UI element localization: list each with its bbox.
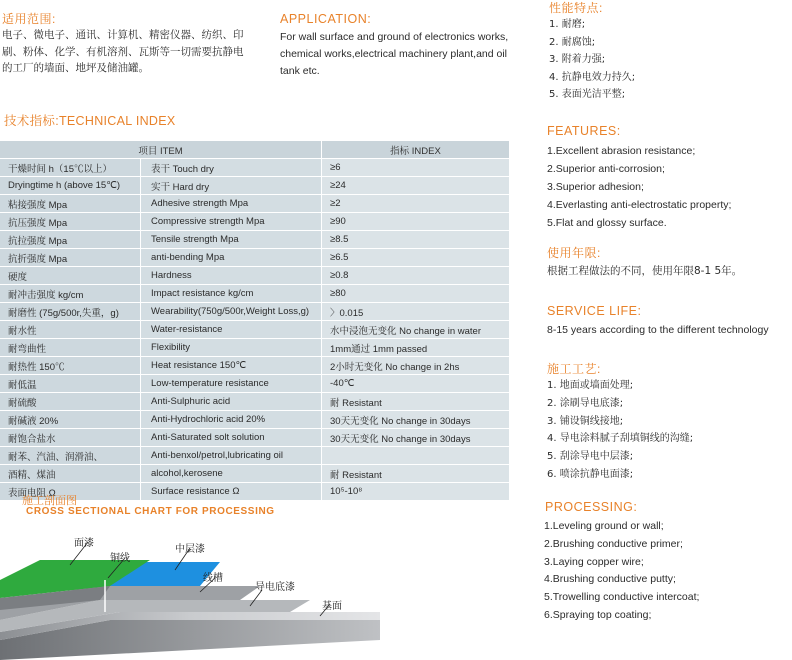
item-en-cell: Tensile strength Mpa — [141, 231, 322, 249]
index-cell: ≥80 — [322, 285, 510, 303]
table-row — [0, 177, 510, 195]
application-line: For wall surface and ground of electronics works, — [280, 31, 509, 43]
index-cell: ≥90 — [322, 213, 510, 231]
table-row — [0, 393, 510, 411]
construction-heading: 施工工艺: — [547, 362, 601, 376]
list-item: 2. 涂刷导电底漆; — [547, 397, 624, 409]
label-intercoat: 中层漆 — [175, 544, 205, 555]
table-row — [0, 465, 510, 483]
list-item: 6. 喷涂抗静电面漆; — [547, 468, 634, 480]
header-index: 指标 INDEX — [322, 141, 510, 159]
index-cell: 2小时无变化 No change in 2hs — [322, 357, 510, 375]
features-heading: FEATURES: — [547, 124, 621, 138]
processing-heading: PROCESSING: — [545, 500, 638, 514]
item-cn-cell: 耐饱合盐水 — [0, 429, 141, 447]
item-en-cell: 表干 Touch dry — [141, 159, 322, 177]
item-en-cell: Anti-Saturated solt solution — [141, 429, 322, 447]
table-header-row — [0, 141, 510, 159]
table-row — [0, 159, 510, 177]
item-cn-cell: 抗压强度 Mpa — [0, 213, 141, 231]
table-row — [0, 375, 510, 393]
scope-line: 的工厂的墙面、地坪及储油罐。 — [2, 62, 149, 74]
index-cell: 30天无变化 No change in 30days — [322, 411, 510, 429]
label-base: 基面 — [322, 601, 342, 612]
service-life-heading: SERVICE LIFE: — [547, 304, 642, 318]
list-item: 4. 导电涂料腻子刮填铜线的沟缝; — [547, 433, 694, 445]
index-cell: ≥2 — [322, 195, 510, 213]
index-cell: ≥6.5 — [322, 249, 510, 267]
index-cell: ≥8.5 — [322, 231, 510, 249]
list-item: 5.Trowelling conductive intercoat; — [544, 591, 700, 604]
index-cell: 30天无变化 No change in 30days — [322, 429, 510, 447]
item-cn-cell: 硬度 — [0, 267, 141, 285]
application-line: chemical works,electrical machinery plant,and oil — [280, 48, 508, 60]
item-cn-cell: 酒精、煤油 — [0, 465, 141, 483]
item-en-cell: Anti-Hydrochloric acid 20% — [141, 411, 322, 429]
table-row — [0, 213, 510, 231]
index-cell: 〉0.015 — [322, 303, 510, 321]
item-en-cell: alcohol,kerosene — [141, 465, 322, 483]
table-row — [0, 285, 510, 303]
item-cn-cell: 耐低温 — [0, 375, 141, 393]
list-item: 3. 铺设铜线接地; — [547, 415, 624, 427]
list-item: 5. 刮涂导电中层漆; — [547, 451, 634, 463]
list-item: 5.Flat and glossy surface. — [547, 217, 667, 229]
index-cell: 1mm通过 1mm passed — [322, 339, 510, 357]
table-row — [0, 339, 510, 357]
technical-table — [0, 141, 510, 501]
label-top-coat: 面漆 — [74, 538, 94, 549]
item-cn-cell: 耐磨性 (75g/500r,失重，g) — [0, 303, 141, 321]
list-item: 1.Excellent abrasion resistance; — [547, 145, 696, 157]
item-cn-cell: 粘接强度 Mpa — [0, 195, 141, 213]
header-item: 项目 ITEM — [0, 141, 322, 159]
item-cn-cell: 耐水性 — [0, 321, 141, 339]
index-cell: 水中浸泡无变化 No change in water — [322, 321, 510, 339]
performance-list — [549, 16, 635, 104]
item-en-cell: Low-temperature resistance — [141, 375, 322, 393]
list-item: 3.Superior adhesion; — [547, 181, 644, 193]
cross-section-heading-cn: 施工剖面图 — [22, 494, 77, 507]
item-en-cell: Hardness — [141, 267, 322, 285]
scope-line: 刷、粉体、化学、有机溶剂、瓦斯等一切需要抗静电 — [2, 45, 244, 58]
label-primer: 导电底漆 — [255, 582, 295, 593]
list-item: 1.Leveling ground or wall; — [544, 520, 664, 532]
item-en-cell: Impact resistance kg/cm — [141, 285, 322, 303]
item-cn-cell: 耐热性 150℃ — [0, 357, 141, 375]
item-cn-cell: 表面电阻 Ω — [0, 483, 141, 501]
item-en-cell: anti-bending Mpa — [141, 249, 322, 267]
processing-list — [544, 518, 699, 625]
list-item: 6.Spraying top coating; — [544, 608, 652, 621]
table-row — [0, 357, 510, 375]
item-cn-cell: 耐硫酸 — [0, 393, 141, 411]
item-en-cell: Water-resistance — [141, 321, 322, 339]
performance-heading: 性能特点: — [549, 1, 603, 15]
list-item: 3. 附着力强; — [549, 54, 606, 65]
service-life-cn-heading: 使用年限: — [547, 246, 601, 260]
list-item: 5. 表面光洁平整; — [549, 89, 626, 100]
application-heading: APPLICATION: — [280, 12, 372, 26]
construction-list — [547, 377, 693, 484]
list-item: 2.Brushing conductive primer; — [544, 537, 683, 550]
item-cn-cell: 抗折强度 Mpa — [0, 249, 141, 267]
index-cell: ≥0.8 — [322, 267, 510, 285]
features-list — [547, 142, 731, 232]
item-en-cell: Anti-benxol/petrol,lubricating oil — [141, 447, 322, 465]
table-row — [0, 429, 510, 447]
label-groove: 线槽 — [203, 573, 223, 584]
item-cn-cell: Dryingtime h (above 15℃) — [0, 177, 141, 195]
application-text — [280, 29, 535, 80]
list-item: 2.Superior anti-corrosion; — [547, 163, 665, 175]
index-cell: -40℃ — [322, 375, 510, 393]
item-en-cell: Surface resistance Ω — [141, 483, 322, 501]
table-row — [0, 195, 510, 213]
list-item: 4.Everlasting anti-electrostatic property; — [547, 199, 732, 211]
list-item: 2. 耐腐蚀; — [549, 36, 596, 48]
list-item: 4. 抗静电效力持久; — [549, 71, 636, 83]
table-row — [0, 231, 510, 249]
item-en-cell: Anti-Sulphuric acid — [141, 393, 322, 411]
scope-line: 电子、微电子、通讯、计算机、精密仪器、纺织、印 — [2, 29, 244, 41]
list-item: 3.Laying copper wire; — [544, 555, 644, 568]
index-cell — [322, 447, 510, 465]
technical-table-body — [0, 159, 510, 501]
item-en-cell: Compressive strength Mpa — [141, 213, 322, 231]
table-row — [0, 267, 510, 285]
index-cell: ≥24 — [322, 177, 510, 195]
list-item: 1. 地面或墙面处理; — [547, 380, 634, 391]
list-item: 1. 耐磨; — [549, 19, 586, 30]
item-cn-cell: 耐弯曲性 — [0, 339, 141, 357]
table-row — [0, 321, 510, 339]
item-cn-cell: 耐苯、汽油、润滑油、 — [0, 447, 141, 465]
cross-section-heading-en: CROSS SECTIONAL CHART FOR PROCESSING — [26, 506, 275, 517]
item-cn-cell: 干燥时间 h（15℃以上） — [0, 159, 141, 177]
label-copper-wire: 铜线 — [110, 553, 130, 564]
service-life-text: 8-15 years according to the different technology — [547, 324, 769, 336]
item-cn-cell: 抗拉强度 Mpa — [0, 231, 141, 249]
table-row — [0, 303, 510, 321]
item-en-cell: 实干 Hard dry — [141, 177, 322, 195]
index-cell: 10⁵-10⁸ — [322, 483, 510, 501]
list-item: 4.Brushing conductive putty; — [544, 573, 676, 586]
technical-heading: 技术指标:TECHNICAL INDEX — [4, 114, 176, 128]
scope-heading: 适用范围: — [2, 12, 56, 26]
index-cell: ≥6 — [322, 159, 510, 177]
item-cn-cell: 耐碱液 20% — [0, 411, 141, 429]
scope-text — [2, 27, 277, 77]
item-en-cell: Wearability(750g/500r,Weight Loss,g) — [141, 303, 322, 321]
index-cell: 耐 Resistant — [322, 465, 510, 483]
table-row — [0, 249, 510, 267]
item-cn-cell: 耐冲击强度 kg/cm — [0, 285, 141, 303]
service-life-cn-text: 根据工程做法的不同，使用年限8-1 5年。 — [547, 265, 743, 277]
table-row — [0, 447, 510, 465]
item-en-cell: Adhesive strength Mpa — [141, 195, 322, 213]
table-row — [0, 411, 510, 429]
item-en-cell: Flexibility — [141, 339, 322, 357]
index-cell: 耐 Resistant — [322, 393, 510, 411]
application-line: tank etc. — [280, 65, 320, 77]
item-en-cell: Heat resistance 150℃ — [141, 357, 322, 375]
